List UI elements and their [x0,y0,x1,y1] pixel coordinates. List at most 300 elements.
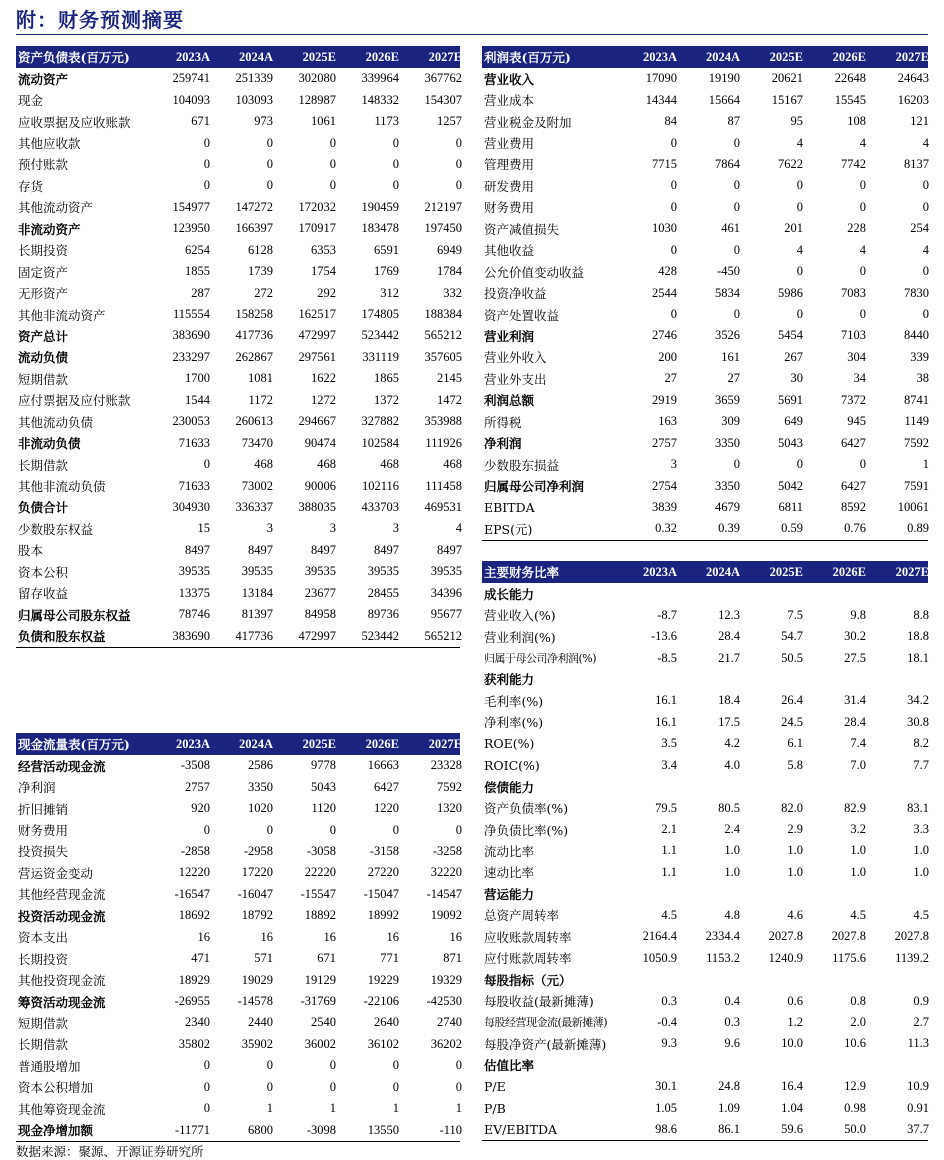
cell-value: 15664 [708,92,740,107]
cell-value: 1220 [374,801,399,816]
cell-value: -3098 [306,1122,336,1137]
year-header: 2023A [175,49,210,64]
table-header [16,733,460,755]
table-row [482,368,928,389]
cell-value: 1855 [185,264,210,279]
row-label: 归属于母公司净利润(%) [484,652,597,666]
cell-value: 81397 [241,607,273,622]
cell-value: 36002 [304,1036,336,1051]
cell-value: 1061 [311,114,336,129]
cell-value: 2757 [185,779,210,794]
table-row [482,1119,928,1141]
table-row [482,518,928,540]
table-row [482,905,928,926]
cell-value: 2340 [185,1015,210,1030]
cell-value: -8.7 [657,607,677,622]
year-header: 2024A [705,564,740,579]
row-label: 每股经营现金流(最新摊薄) [484,1016,608,1030]
cell-value: 2027.8 [894,929,929,944]
row-label: 资本公积增加 [18,1080,94,1096]
table-row [16,1012,460,1033]
cell-value: 523442 [361,328,399,343]
cell-value: 30.1 [655,1079,677,1094]
table-row [482,797,928,818]
year-header: 2027E [428,736,462,751]
table-row [482,497,928,518]
table-row [16,927,460,948]
cell-value: 87 [727,114,740,129]
cell-value: 0 [455,178,462,193]
cell-value: 73470 [241,435,273,450]
table-row [482,669,928,690]
cell-value: 197450 [424,221,462,236]
cell-value: 90474 [304,435,336,450]
cell-value: 80.5 [718,800,740,815]
cell-value: 16.1 [655,693,677,708]
cell-value: 0 [733,199,740,214]
cell-value: 0 [670,135,677,150]
cell-value: 27 [664,371,677,386]
row-label: 经营活动现金流 [18,758,106,774]
cell-value: 121 [910,114,929,129]
cell-value: 0 [455,822,462,837]
cell-value: 7830 [904,285,929,300]
cell-value: 3 [392,521,399,536]
cell-value: -16047 [237,886,273,901]
row-label: 投资净收益 [484,286,547,302]
cell-value: 4679 [715,499,740,514]
cell-value: 2757 [652,435,677,450]
cell-value: 5454 [778,328,803,343]
cell-value: -3258 [432,843,462,858]
cell-value: 6591 [374,242,399,257]
cell-value: 1050.9 [642,950,677,965]
cell-value: 4 [922,135,929,150]
cell-value: 0.76 [844,521,866,536]
cell-value: 7103 [841,328,866,343]
cell-value: 2540 [311,1015,336,1030]
cell-value: 302080 [298,71,336,86]
table-header [16,46,460,68]
cell-value: 6427 [374,779,399,794]
row-label: 短期借款 [18,371,69,387]
cell-value: 304930 [172,499,210,514]
cell-value: 0.89 [907,521,929,536]
cash-flow-table [16,733,460,1142]
table-row [16,884,460,905]
cell-value: 6427 [841,478,866,493]
cell-value: 162517 [298,307,336,322]
row-label: P/E [484,1079,506,1095]
cell-value: 367762 [424,71,462,86]
cell-value: -42530 [426,994,462,1009]
cell-value: 24.5 [781,714,803,729]
row-label: 每股净资产(最新摊薄) [484,1036,607,1052]
cell-value: 188384 [424,307,462,322]
cell-value: -13.6 [650,629,677,644]
table-row [16,154,460,175]
cell-value: 0 [670,242,677,257]
cell-value: 1.0 [850,843,866,858]
table-row [16,841,460,862]
row-label: 固定资产 [18,264,69,280]
cell-value: 39535 [241,564,273,579]
table-row [482,175,928,196]
row-label: 营业利润 [484,328,535,344]
cell-value: 10.6 [844,1036,866,1051]
cell-value: 4 [922,242,929,257]
cell-value: 2145 [437,371,462,386]
income-statement-table [482,46,928,541]
cell-value: 2164.4 [642,929,677,944]
cell-value: 565212 [424,328,462,343]
row-label: 总资产周转率 [484,908,560,924]
row-label: 所得税 [484,414,522,430]
cell-value: 172032 [298,199,336,214]
table-row [16,1077,460,1098]
row-label: 其他投资现金流 [18,973,106,989]
cell-value: 35902 [241,1036,273,1051]
cell-value: 212197 [424,199,462,214]
row-label: 营业利润(%) [484,629,556,645]
cell-value: 16 [386,929,399,944]
cell-value: 871 [443,951,462,966]
cell-value: 0.91 [907,1100,929,1115]
cell-value: 1257 [437,114,462,129]
table-row [482,1012,928,1033]
cell-value: 39535 [367,564,399,579]
table-row [482,1076,928,1097]
cell-value: -3158 [369,843,399,858]
cell-value: 18.1 [907,650,929,665]
table-row [16,304,460,325]
cell-value: 3350 [248,779,273,794]
cell-value: 2586 [248,758,273,773]
cell-value: 1149 [904,414,929,429]
row-label: 其他非流动资产 [18,307,106,323]
cell-value: 0 [859,457,866,472]
row-label: 成长能力 [484,586,535,602]
cell-value: 0 [670,307,677,322]
table-row [16,89,460,110]
cell-value: -14547 [426,886,462,901]
row-label: 其他经营现金流 [18,887,106,903]
cell-value: 27.5 [844,650,866,665]
table-row [16,261,460,282]
cell-value: 95 [790,114,803,129]
cell-value: 200 [658,349,677,364]
year-header: 2024A [705,49,740,64]
cell-value: 1020 [248,801,273,816]
cell-value: 671 [317,951,336,966]
cell-value: -15547 [300,886,336,901]
cell-value: 23677 [304,585,336,600]
cell-value: 8497 [437,542,462,557]
cell-value: 12.3 [718,607,740,622]
cell-value: 84 [664,114,677,129]
cell-value: 26.4 [781,693,803,708]
cell-value: 13184 [241,585,273,600]
cell-value: 8592 [841,499,866,514]
cell-value: 312 [380,285,399,300]
row-label: 利润总额 [484,393,535,409]
title-divider [16,34,928,35]
row-label: 现金净增加额 [18,1123,94,1139]
cell-value: 1.05 [655,1100,677,1115]
cell-value: 472997 [298,328,336,343]
cell-value: 5691 [778,392,803,407]
row-label: 管理费用 [484,157,535,173]
row-label: 应付票据及应付账款 [18,393,131,409]
table-row [482,1098,928,1119]
cell-value: 5834 [715,285,740,300]
cell-value: 34.2 [907,693,929,708]
row-label: 流动资产 [18,71,69,87]
cell-value: 2440 [248,1015,273,1030]
cell-value: 0 [203,1079,210,1094]
cell-value: 154307 [424,92,462,107]
cell-value: 1769 [374,264,399,279]
cell-value: 4 [859,135,866,150]
table-row [16,604,460,625]
cell-value: 3.5 [661,736,677,751]
cell-value: 2746 [652,328,677,343]
cell-value: 83.1 [907,800,929,815]
row-label: 少数股东权益 [18,521,94,537]
year-header: 2023A [642,49,677,64]
year-header: 2024A [238,736,273,751]
row-label: 资产处置收益 [484,307,560,323]
cell-value: 19029 [241,972,273,987]
cell-value: 163 [658,414,677,429]
cell-value: 4.2 [724,736,740,751]
cell-value: 287 [191,285,210,300]
cell-value: 27 [727,371,740,386]
cell-value: 7.0 [850,757,866,772]
cell-value: 1 [922,457,929,472]
table-row [16,561,460,582]
cell-value: 3526 [715,328,740,343]
cell-value: 34 [853,371,866,386]
cell-value: 123950 [172,221,210,236]
cell-value: 649 [784,414,803,429]
cell-value: 28455 [367,585,399,600]
row-label: 投资损失 [18,844,69,860]
row-label: 折旧摊销 [18,801,69,817]
table-row [482,776,928,797]
table-row [16,347,460,368]
cell-value: 71633 [178,435,210,450]
cell-value: 36202 [430,1036,462,1051]
cell-value: 4.8 [724,907,740,922]
cell-value: 332 [443,285,462,300]
cell-value: 1 [329,1101,336,1116]
row-label: 归属母公司净利润 [484,479,585,495]
row-label: 投资活动现金流 [18,908,106,924]
cell-value: 2754 [652,478,677,493]
cell-value: 433703 [361,499,399,514]
table-row [482,390,928,411]
cell-value: 233297 [172,349,210,364]
row-label: 流动比率 [484,843,535,859]
table-title: 现金流量表(百万元) [18,737,130,752]
cell-value: 190459 [361,199,399,214]
row-label: 营运资金变动 [18,865,94,881]
table-row [16,68,460,89]
cell-value: 161 [721,349,740,364]
cell-value: 7715 [652,156,677,171]
table-row [482,240,928,261]
cell-value: 383690 [172,328,210,343]
cell-value: 30.8 [907,714,929,729]
cell-value: 0 [733,457,740,472]
cell-value: 158258 [235,307,273,322]
row-label: 筹资活动现金流 [18,994,106,1010]
cell-value: 10.0 [781,1036,803,1051]
cell-value: 22648 [834,71,866,86]
cell-value: 304 [847,349,866,364]
cell-value: 39535 [430,564,462,579]
cell-value: 1.04 [781,1100,803,1115]
cell-value: 3.4 [661,757,677,772]
row-label: 营运能力 [484,886,535,902]
table-row [482,1033,928,1054]
year-header: 2025E [769,564,803,579]
cell-value: 1.1 [661,864,677,879]
cell-value: 0 [203,178,210,193]
row-label: 营业成本 [484,93,535,109]
row-label: 留存收益 [18,586,69,602]
table-row [16,390,460,411]
cell-value: 5043 [311,779,336,794]
cell-value: 30.2 [844,629,866,644]
year-header: 2026E [365,49,399,64]
cell-value: 1.0 [913,843,929,858]
cell-value: 38 [916,371,929,386]
cell-value: 0 [922,264,929,279]
cell-value: 0 [392,156,399,171]
cell-value: 2334.4 [705,929,740,944]
cell-value: 1372 [374,392,399,407]
table-row [16,991,460,1012]
cell-value: 0 [203,822,210,837]
row-label: 少数股东损益 [484,457,560,473]
cell-value: 0.32 [655,521,677,536]
row-label: 营业费用 [484,136,535,152]
cell-value: 1120 [311,801,336,816]
cell-value: 353988 [424,414,462,429]
cell-value: 1700 [185,371,210,386]
cell-value: 16 [260,929,273,944]
table-row [482,990,928,1011]
cell-value: 8137 [904,156,929,171]
row-label: 预付账款 [18,157,69,173]
cell-value: 0 [329,156,336,171]
row-label: 无形资产 [18,286,69,302]
cell-value: 1.0 [787,864,803,879]
cell-value: -110 [439,1122,462,1137]
cell-value: 170917 [298,221,336,236]
cell-value: 0 [455,1058,462,1073]
row-label: 其他筹资现金流 [18,1101,106,1117]
cell-value: 8.2 [913,736,929,751]
cell-value: 262867 [235,349,273,364]
cell-value: 2919 [652,392,677,407]
table-row [482,111,928,132]
cell-value: 7864 [715,156,740,171]
cell-value: -15047 [363,886,399,901]
cell-value: 1.0 [787,843,803,858]
table-row [482,1055,928,1076]
cell-value: 2.7 [913,1014,929,1029]
table-row [16,798,460,819]
cell-value: 1754 [311,264,336,279]
table-row [16,132,460,153]
cell-value: 16 [197,929,210,944]
cell-value: 1472 [437,392,462,407]
cell-value: 1544 [185,392,210,407]
cell-value: 3 [266,521,273,536]
row-label: 其他流动负债 [18,414,94,430]
row-label: 资本公积 [18,564,69,580]
table-row [16,325,460,346]
cell-value: 36102 [367,1036,399,1051]
cell-value: 0.6 [787,993,803,1008]
cell-value: 260613 [235,414,273,429]
table-row [16,497,460,518]
cell-value: 7372 [841,392,866,407]
cell-value: 98.6 [655,1122,677,1137]
cell-value: 1139.2 [895,950,929,965]
table-row [482,154,928,175]
cell-value: 15545 [834,92,866,107]
cell-value: 771 [380,951,399,966]
row-label: ROIC(%) [484,757,540,773]
cell-value: -3508 [180,758,210,773]
cell-value: 102116 [361,478,399,493]
cell-value: 6949 [437,242,462,257]
table-row [16,625,460,647]
table-row [482,68,928,89]
cell-value: 79.5 [655,800,677,815]
cell-value: 1.0 [850,864,866,879]
cell-value: 5986 [778,285,803,300]
cell-value: 2544 [652,285,677,300]
cell-value: 1.2 [787,1014,803,1029]
cell-value: 6427 [841,435,866,450]
row-label: 存货 [18,178,44,194]
cell-value: 95677 [430,607,462,622]
cell-value: 7742 [841,156,866,171]
cell-value: 7592 [904,435,929,450]
table-row [16,368,460,389]
row-label: 净利润 [484,436,522,452]
cell-value: 18692 [178,908,210,923]
cell-value: 17220 [241,865,273,880]
row-label: 净利润 [18,780,56,796]
table-row [16,755,460,776]
year-header: 2023A [642,564,677,579]
cell-value: 84958 [304,607,336,622]
row-label: 归属母公司股东权益 [18,607,131,623]
cell-value: 1172 [248,392,273,407]
cell-value: 0 [796,178,803,193]
cell-value: 230053 [172,414,210,429]
table-row [482,197,928,218]
cell-value: 6811 [778,499,803,514]
cell-value: 24643 [897,71,929,86]
cell-value: 8497 [248,542,273,557]
